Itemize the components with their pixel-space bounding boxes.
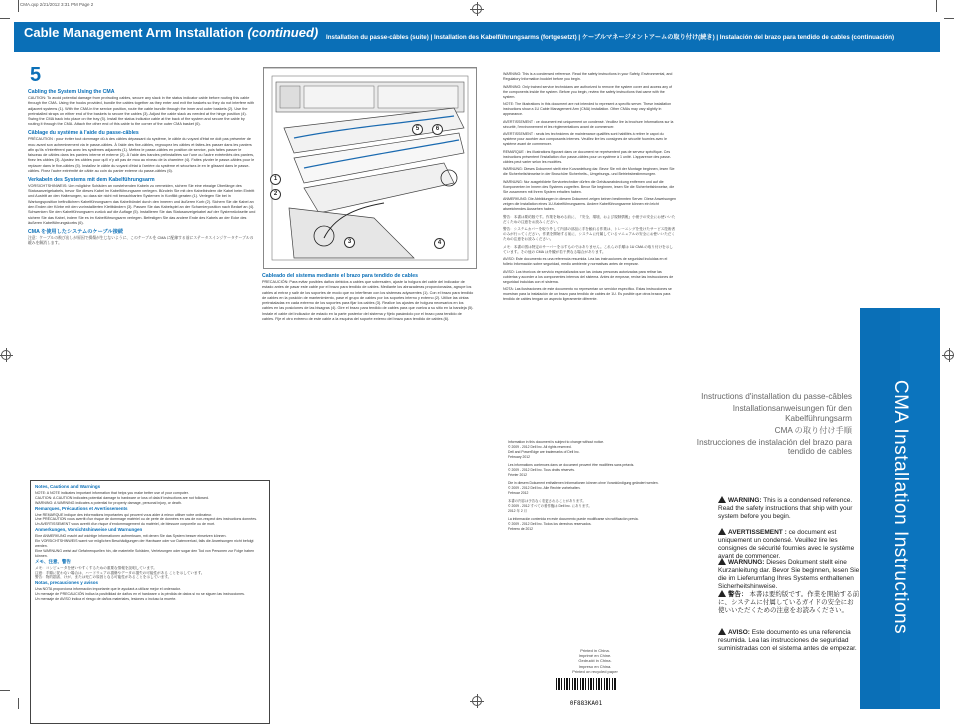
note-line: 警告：物的損害、けが、または死亡の原因となる可能性があることを示しています。 [35,575,172,580]
safety-block: メモ：本書の図は特定のサーバーを示すものではありません。これらの手順は 1U CMA の取り付けを示しています。その他の CMA は外観が若干異なる場合があります。 [503,244,673,254]
legal-line: Febrero de 2012 [508,527,534,531]
crop-mark [936,0,937,12]
note-line: Une PRÉCAUTION vous avertit d'un risque de dommage matériel ou de perte de données en cas de non-respect des instructions données. [35,517,258,522]
left-column [28,87,256,249]
safety-block: WARNUNG: Dieses Dokument stellt eine Kurzanleitung dar. Bevor Sie mit der Montage beginnen, lesen Sie die Sicherheitshinweise in der Broschüre Sicherheits-, Umgebungs- und Betriebsbestimmungen. [503,167,675,176]
legal-line: Février 2012 [508,473,528,477]
cover-translation: Instrucciones de instalación del brazo para tendido de cables [696,438,852,457]
registration-mark [472,696,482,706]
legal-line: © 2009 - 2012 Dell Inc. Tous droits réservés. [508,468,575,472]
safety-block: WARNING: Only trained service technicians are authorized to remove the system cover and access any of the components inside the system. Before you begin, review the safety instructions that came with the system. [503,84,673,99]
registration-mark [944,350,954,360]
notes-title: Notes, Cautions and Warnings [35,484,101,489]
note-line: NOTE: A NOTE indicates important information that helps you make better use of your computer. [35,490,189,495]
legal-line: Les informations contenues dans ce document peuvent être modifiées sans préavis. [508,463,635,467]
ja-body: 注意：ケーブルの飛び出しが原因で損傷が生じないように、このケーブルを CMA に配線する前にステータスインジケータケーブルの緩みを解消します。 [28,235,254,246]
cover-warning: AVISO: Este documento es una referencia resumida. Lea las instrucciones de seguridad suministradas con el sistema antes de empezar. [718,629,857,652]
warning-icon [718,590,726,597]
cma-illustration [264,68,476,268]
cover-warning: WARNUNG: Dieses Dokument stellt eine Kurzanleitung dar. Bevor Sie beginnen, lesen Sie die im Lieferumfang Ihres Systems enthaltenen Sicherheitshinweise. [718,559,860,590]
registration-mark [1,350,11,360]
registration-mark [472,4,482,14]
legal-line: Die in diesem Dokument enthaltenen Informationen können ohne Vorankündigung geändert werden. [508,481,659,485]
note-line: WARNING: A WARNING indicates a potential for property damage, personal injury, or death. [35,500,182,505]
safety-block: NOTE: The illustrations in this document are not intended to represent a specific server. These installation instructions show a 1U Cable Management Arm (CMA) installation. Other CMAs may vary slightly in appearance. [503,102,672,116]
crop-mark [18,0,19,12]
crop-mark [0,18,10,19]
barcode [556,678,616,690]
safety-block: AVERTISSEMENT : ce document est uniquement un condensé. Veuillez lire la brochure Informations sur la sécurité, l'environnement et les réglementations avant de commencer. [503,119,674,129]
note-line: Una NOTA proporciona información importante que le ayudará a utilizar mejor el ordenador. [35,587,181,592]
middle-column [262,271,474,325]
safety-block: WARNUNG: Nur ausgebildete Servicetechniker dürfen die Gehäuseabdeckung entfernen und auf die Komponenten im Innern des Systems zugreifen. Bevor Sie beginnen, lesen Sie die Sicherheitshinweise, die Sie zusammen mit Ihrem System erhalten haben. [503,179,675,194]
notes-es-title: Notas, precauciones y avisos [35,580,99,586]
legal-line: February 2012 [508,455,531,459]
print-line: Gedruckt in China. [578,658,612,664]
note-line: Eine ANMERKUNG macht auf wichtige Informationen aufmerksam, mit denen Sie das System besser einsetzen können. [35,534,227,539]
notes-ja-title: メモ、注意、警告 [35,558,71,564]
callout-5: 5 [412,124,423,135]
safety-block: ANMERKUNG: Die Abbildungen in diesem Dokument zeigen keinen bestimmten Server. Diese Anweisungen zeigen die Installation eines 1U-Kabelführungsarms. Andere Kabelführungsarme können ein leicht abweichendes Aussehen haben. [503,197,676,211]
callout-3: 3 [344,237,355,248]
cover-translation: Installationsanweisungen für den Kabelführungsarm [732,404,852,423]
note-line: Ein VORSICHTSHINWEIS warnt vor möglichen Beschädigungen der Hardware oder vor Datenverlust, falls die Anweisungen nicht befolgt werden. [35,539,254,548]
de-heading: Verkabeln des Systems mit dem Kabelführungsarm [28,176,155,183]
safety-block: WARNING: This is a condensed reference. Read the safety instructions in your Safety, Environmental, and Regulatory Information booklet before you begin. [503,72,673,81]
note-line: Une REMARQUE indique des informations importantes qui peuvent vous aider à mieux utiliser votre ordinateur. [35,512,213,517]
notes-de-title: Anmerkungen, Vorsichtshinweise und Warnungen [35,527,143,533]
fr-body: PRÉCAUTION : pour éviter tout dommage dû à des câbles dépassant du système, le câble du voyant d'état ne doit pas présenter de mou avant son acheminement via le passe-câbles. À l'aide des fixe-câbles, regroupez les câbles et faites-les passer dans les paniers afin qu'ils n'interfèrent pas avec les systèmes adjacents (1). Mettez le passe-câbles en position de service, puis faites passer le faisceau de câbles dans les paniers interne et externe (2). À l'aide des bandes préinstallées sur l'une ou l'autre extrémités des paniers, fixez les câbles (3). Ajustez les câbles pour qu'il n'y ait pas de mou au niveau de la charnière (4). Faites pivoter le passe-câbles pour le replacer dans le fixe-câbles (5). Installez le câble du voyant d'état à l'arrière du système et sécurisez-le en le glissant dans le passe-câbles. Fixez l'autre extrémité de câble au coin du panier externe du passe-câbles (6). [28,137,255,174]
warning-icon [718,628,726,635]
cover-warning: 警告： 本書は要約版です。作業を開始する前に、システムに付属しているガイドの安全にお使いいただくための注意をお読みください。 [718,591,860,614]
callout-1: 1 [270,174,281,185]
legal-line: 2012 年 2 月 [508,509,528,513]
ja-heading: CMA を使用したシステムのケーブル接続 [28,228,124,235]
crop-mark [944,18,954,19]
legal-line: Information in this document is subject to change without notice. [508,440,605,444]
safety-block: NOTA: Las ilustraciones de este documento no representan un servidor específico. Estas instrucciones se muestran para la instalación de un brazo para tendido de cables de 1U. Es posible que otros brazos para tendido de cables tengan un aspecto ligeramente diferente. [503,287,672,301]
warning-icon [718,558,726,565]
cover-translations [690,392,852,460]
note-line: メモ：コンピュータを使いやすくするための重要な情報を説明しています。 [35,565,157,570]
note-line: 注意：手順に従わない場合は、ハードウェアの損傷やデータの損失の可能性がある ことを示しています。 [35,570,205,575]
callout-6: 6 [432,124,443,135]
safety-block: REMARQUE : les illustrations figurant dans ce document ne représentent pas de serveur spécifique. Ces instructions présentent l'installation d'un passe-câbles pour un système à 1 unité. L'apparence des passe-câbles peut varier selon les modèles. [503,149,672,164]
safety-column [503,72,676,305]
safety-block: AVISO: Los técnicos de servicio especializados son las únicas personas autorizadas para retirar las cubiertas y acceder a los componentes internos del sistema. Antes de empezar, revise las instrucciones de seguridad incluidas con el sistema. [503,269,674,284]
legal-block [508,440,676,532]
safety-block: AVERTISSEMENT : seuls les techniciens de maintenance qualifiés sont habilités à retirer le capot du système pour accéder aux composants internes. Veuillez lire les consignes de sécurité fournies avec le système avant de commencer. [503,132,667,146]
notes-box [30,480,270,724]
notes-fr-title: Remarques, Précautions et Avertissements [35,505,128,511]
legal-line: 本書の内容は予告なく変更されることがあります。 [508,499,586,503]
fr-heading: Câblage du système à l'aide du passe-câbles [28,130,139,137]
note-line: Eine WARNUNG weist auf Gefahrenquellen hin, die materielle Schäden, Verletzungen oder sogar den Tod von Personen zur Folge haben können. [35,548,255,558]
callout-4: 4 [434,238,445,249]
crop-mark [0,690,10,691]
callout-2: 2 [270,189,281,200]
note-line: Un mensaje de PRECAUCIÓN indica la posibilidad de daños en el hardware o la pérdida de datos si no se siguen las instrucciones. [35,592,245,597]
note-line: Un mensaje de AVISO indica el riesgo de daños materiales, lesiones o incluso la muerte. [35,597,177,602]
legal-line: © 2009 - 2012 Dell Inc. Todos los derechos reservados. [508,522,592,526]
cover-translation: Instructions d'installation du passe-câbles [701,392,852,401]
print-line: Imprimé en Chine. [578,653,612,659]
en-body: CAUTION: To avoid potential damage from protruding cables, secure any slack in the status indicator cable before routing this cable through the CMA. Using the hooks provided, bundle the cables together as they enter and exit the baskets so they do not interfere with adjacent systems (1). With the CMA in the service position, route the cable bundle through the inner and outer baskets (2). Use the preinstalled straps on either end of the baskets to secure the cables (3). Adjust the cable slack as needed at the hinge position (4). Swing the CMA back into place on the tray (5). Install the status indicator cable at the back of the system and secure the cable by routing it through the CMA. Attach the other end of this cable to the corner of the outer CMA basket (6). [28,96,255,127]
legal-line: Dell and PowerEdge are trademarks of Dell Inc. [508,450,580,454]
file-slug: CMA.qxp 2/21/2012 3:31 PM Page 2 [20,2,94,7]
legal-line: © 2009 - 2012 Dell Inc. Alle Rechte vorbehalten. [508,486,581,490]
part-number: 0F883KA01 [569,700,603,707]
legal-line: © 2009 - 2012 Dell Inc. All rights reserved. [508,445,572,449]
cover-translation: CMA の取り付け手順 [774,425,852,435]
cover-title: CMA Installation Instructions [890,379,911,635]
print-info [540,648,650,674]
step-number: 5 [30,64,42,86]
note-line: Un AVERTISSEMENT vous avertit d'un risque d'endommagement du matériel, de blessure corporelle ou de mort. [35,522,216,527]
es-heading: Cableado del sistema mediante el brazo para tendido de cables [262,273,418,279]
print-line: Impreso en China. [578,663,612,669]
warning-icon [718,496,726,503]
de-body: VORSICHTSHINWEIS: Um mögliche Schäden an vorstehenden Kabeln zu vermeiden, sichern Sie eine etwaige Überlänge des Statusanzeigekabels, bevor Sie dieses Kabel im Kabelführungsarm verlegen. Bündeln Sie mit den Kabelbindern die Kabel beim Eintritt und Austritt an den Halterungen, so dass sie nicht mit benachbarten Systemen in Konflikt geraten (1). Verlegen Sie bei in Wartungsposition befindlichem Kabelführungsarm das Kabelbündel durch den inneren und äußeren Korb (2). Sichern Sie die Kabel an den Enden der Körbe mit den vorinstallierten Klettbändern (3). Passen Sie das Kabelspiel an der Scharnierposition nach Bedarf an (4). Schwenken Sie den Kabelführungsarm zurück auf die Auflage (5). Installieren Sie das Statusanzeigekabel auf der Systemrückseite und sichern Sie das Kabel, indem Sie es im Kabelführungsarm verlegen. Befestigen Sie das andere Ende des Kabels an der Ecke des äußeren Kabelführungskorbs (6). [28,183,256,225]
cma-diagram [263,67,477,269]
safety-block: AVISO: Este documento es una referencia resumida. Lea las instrucciones de seguridad incluidas en el folleto Información sobre seguridad, medio ambiente y normativas antes de empezar. [503,257,668,266]
cover-warning: WARNING: This is a condensed reference. Read the safety instructions that ship with your system before you begin. [718,497,853,520]
cover-warning: AVERTISSEMENT : ce document est uniquement un condensé. Veuillez lire les consignes de sécurité fournies avec le système avant de commencer. [718,529,855,560]
page-title: Cable Management Arm Installation (continued) [24,25,319,40]
print-line: Printed on recycled paper [572,668,618,674]
es-body: PRECAUCIÓN: Para evitar posibles daños debidos a cables que sobresalen, ajuste la holgura del cable del indicador de estado antes de pasar este cable por el brazo para tendido de cables. Mediante los abrazaderas proporcionadas, agrupe los cables al entrar y salir de los soportes de modo que no interfieran con los sistemas adyacentes (1). Con el brazo para tendido de cables en la posición de mantenimiento, pase el grupo de cables por los soportes interno y externo (2). Utilice las cintas preinstaladas en cada extremo de los soportes para fijar los cables (3). Realice los ajustes de holgura necesarios en los cables en las posiciones de las bisagras (4). Gire el brazo para tendido de cables para que vuelva a su sitio en la bandeja (5). Instale el cable del indicador de estado en la parte posterior del sistema y fíjelo pasándolo por el brazo para tendido de cables. Fije el otro extremo de este cable a la esquina del soporte externo del brazo para tendido de cables (6). [262,280,474,322]
legal-line: La información contenida en este documento puede modificarse sin notificación previa. [508,517,639,521]
warning-icon [718,528,726,535]
crop-mark [18,698,19,709]
note-line: CAUTION: A CAUTION indicates potential damage to hardware or loss of data if instructions are not followed. [35,495,209,500]
page-subtitle: Installation du passe-câbles (suite) | Installation des Kabelführungsarms (fortgesetzt) | ケーブルマネージメントアームの取り付け(続き) | Instalación del brazo para tendido de cables (continuación) [326,34,895,41]
safety-block: 警告：本書は要約版です。作業を始める前に、『安全、環境、および規制情報』小冊子の安全にお使いいただくための注意をお読みください。 [503,214,676,224]
print-line: Printed in China. [580,648,610,653]
legal-line: Februar 2012 [508,491,529,495]
legal-line: © 2009 - 2012 すべての著作権は Dell Inc. にあります。 [508,504,592,508]
safety-block: 警告：システムカバーを取り外して内部の部品に手を触れる作業は、トレーニングを受けたサービス技術者のみが行ってください。作業を開始する前に、システムに付属しているマニュアルの安全にお使いいただくための注意をお読みください。 [503,227,676,241]
en-heading: Cabling the System Using the CMA [28,89,115,95]
header-band [14,22,940,52]
